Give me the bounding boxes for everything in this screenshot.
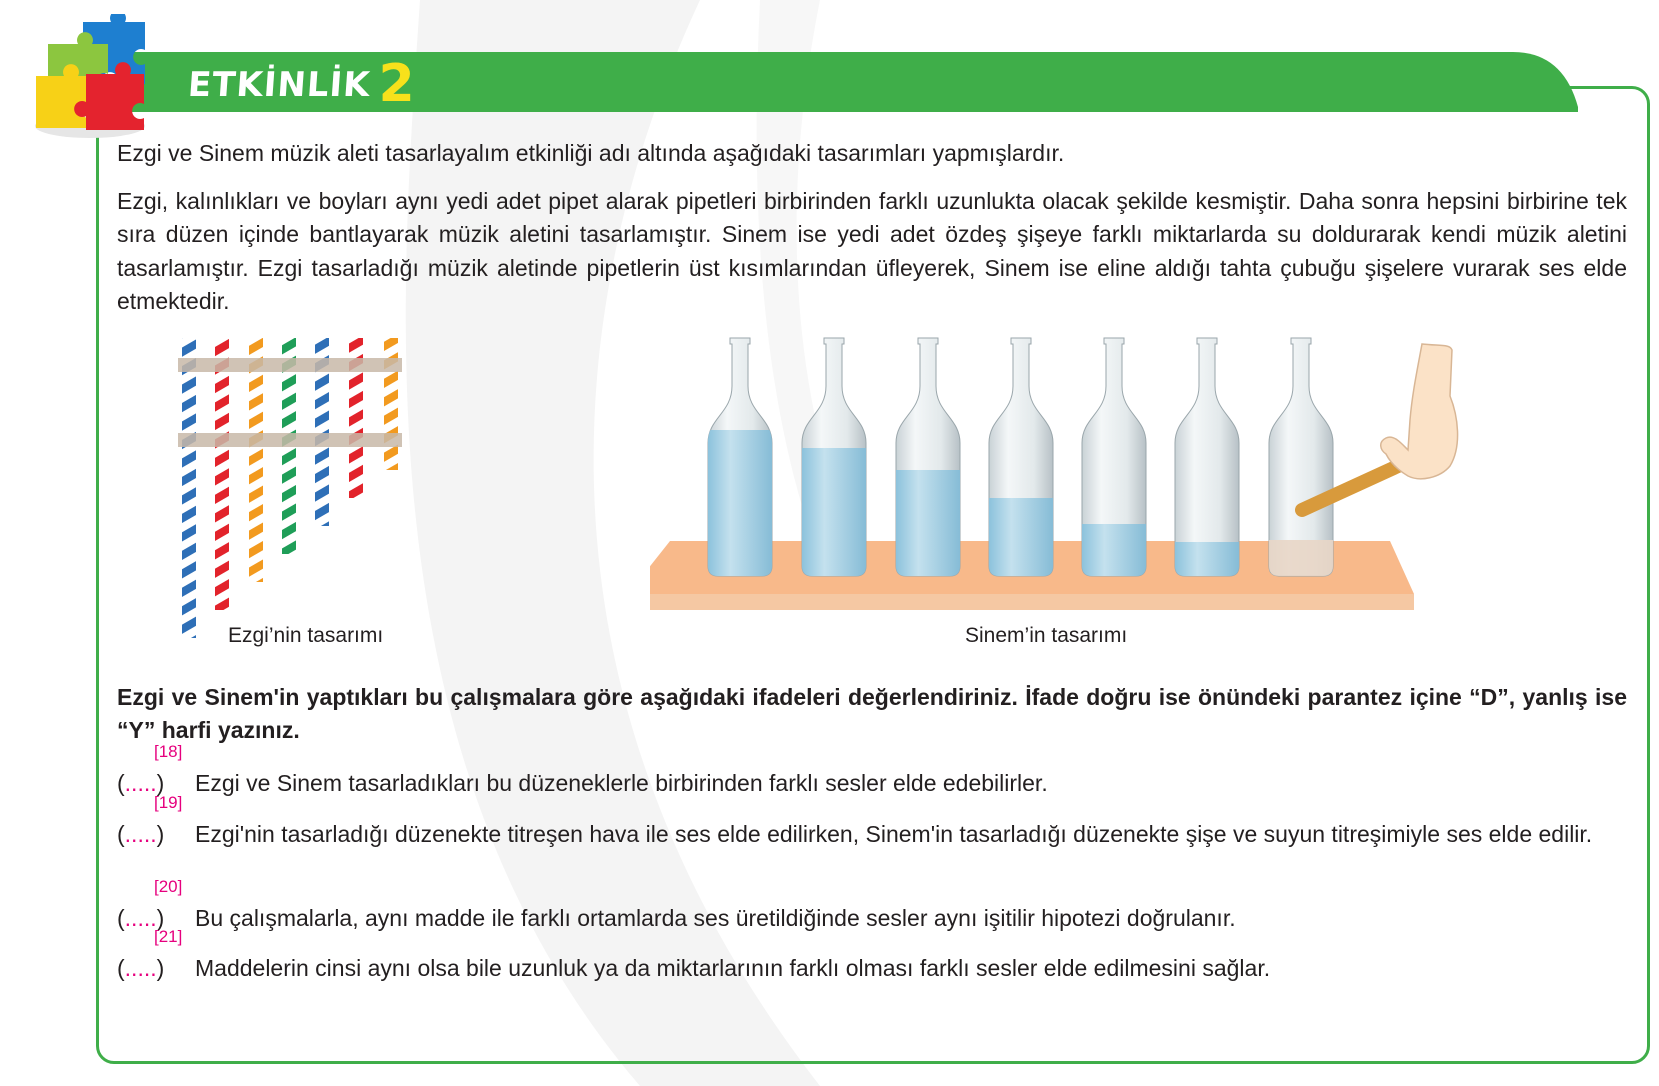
straw (249, 338, 263, 582)
sinem-caption: Sinem’in tasarımı (965, 624, 1128, 647)
bottle (1269, 338, 1333, 576)
question-number: [19] (154, 793, 183, 812)
answer-blank[interactable]: (.....) (117, 821, 165, 847)
ezgi-straw-instrument (170, 336, 420, 646)
question-text: Bu çalışmalarla, aynı madde ile farklı ortamlarda ses üretildiğinde sesler aynı işitilir hipotezi doğrulanır. (195, 905, 1236, 931)
ezgi-caption: Ezgi’nin tasarımı (228, 624, 384, 647)
question-number: [20] (154, 877, 183, 896)
straw (215, 338, 229, 610)
title-text: ETKİNLİK (186, 65, 372, 105)
title-number: 2 (378, 54, 415, 114)
question-number: [18] (154, 742, 183, 761)
bottle (708, 338, 772, 576)
question-text: Ezgi'nin tasarladığı düzenekte titreşen hava ile ses elde edilirken, Sinem'in tasarladığı düzenekte şişe ve suyun titreşimiyle ses elde edilir. (195, 821, 1593, 847)
bottle (1175, 338, 1239, 576)
answer-blank[interactable]: (.....) (117, 955, 165, 981)
tape (178, 433, 402, 447)
instruction-paragraph: Ezgi ve Sinem'in yaptıkları bu çalışmalara göre aşağıdaki ifadeleri değerlendiriniz. İfade doğru ise önündeki parantez içine “D”, yanlış ise “Y” harfi yazınız. (117, 684, 1627, 744)
answer-blank[interactable]: (.....) (117, 770, 165, 796)
straw (384, 338, 398, 470)
sinem-bottle-instrument (650, 336, 1510, 626)
bottle (896, 338, 960, 576)
question-text: Ezgi ve Sinem tasarladıkları bu düzeneklerle birbirinden farklı sesler elde edebilirler. (195, 770, 1048, 796)
bottle (1082, 338, 1146, 576)
description-paragraph: Ezgi, kalınlıkları ve boyları aynı yedi adet pipet alarak pipetleri birbirinden farklı uzunlukta olacak şekilde kesmiştir. Daha sonra hepsini birbirine tek sıra düzen içinde bantlayarak müzik aletini tasarlamıştır. Sinem ise yedi adet özdeş şişeye farklı miktarlarda su doldurarak kendi müzik aletini tasarlamıştır. Ezgi tasarladığı müzik aletinde pipetlerin üst kısımlarından üfleyerek, Sinem ise eline aldığı tahta çubuğu şişelere vurarak ses elde etmektedir. (117, 188, 1627, 315)
intro-paragraph: Ezgi ve Sinem müzik aleti tasarlayalım etkinliği adı altında aşağıdaki tasarımları yapmışlardır. (117, 140, 1065, 166)
hand (1381, 344, 1458, 479)
activity-title (186, 54, 415, 114)
puzzle-logo-icon (28, 14, 163, 144)
bottle (802, 338, 866, 576)
straw (182, 338, 196, 638)
question-number: [21] (154, 927, 183, 946)
question-text: Maddelerin cinsi aynı olsa bile uzunluk ya da miktarlarının farklı olması farklı sesler elde edilmesini sağlar. (195, 955, 1271, 981)
bottle (989, 338, 1053, 576)
tape (178, 358, 402, 372)
answer-blank[interactable]: (.....) (117, 905, 165, 931)
